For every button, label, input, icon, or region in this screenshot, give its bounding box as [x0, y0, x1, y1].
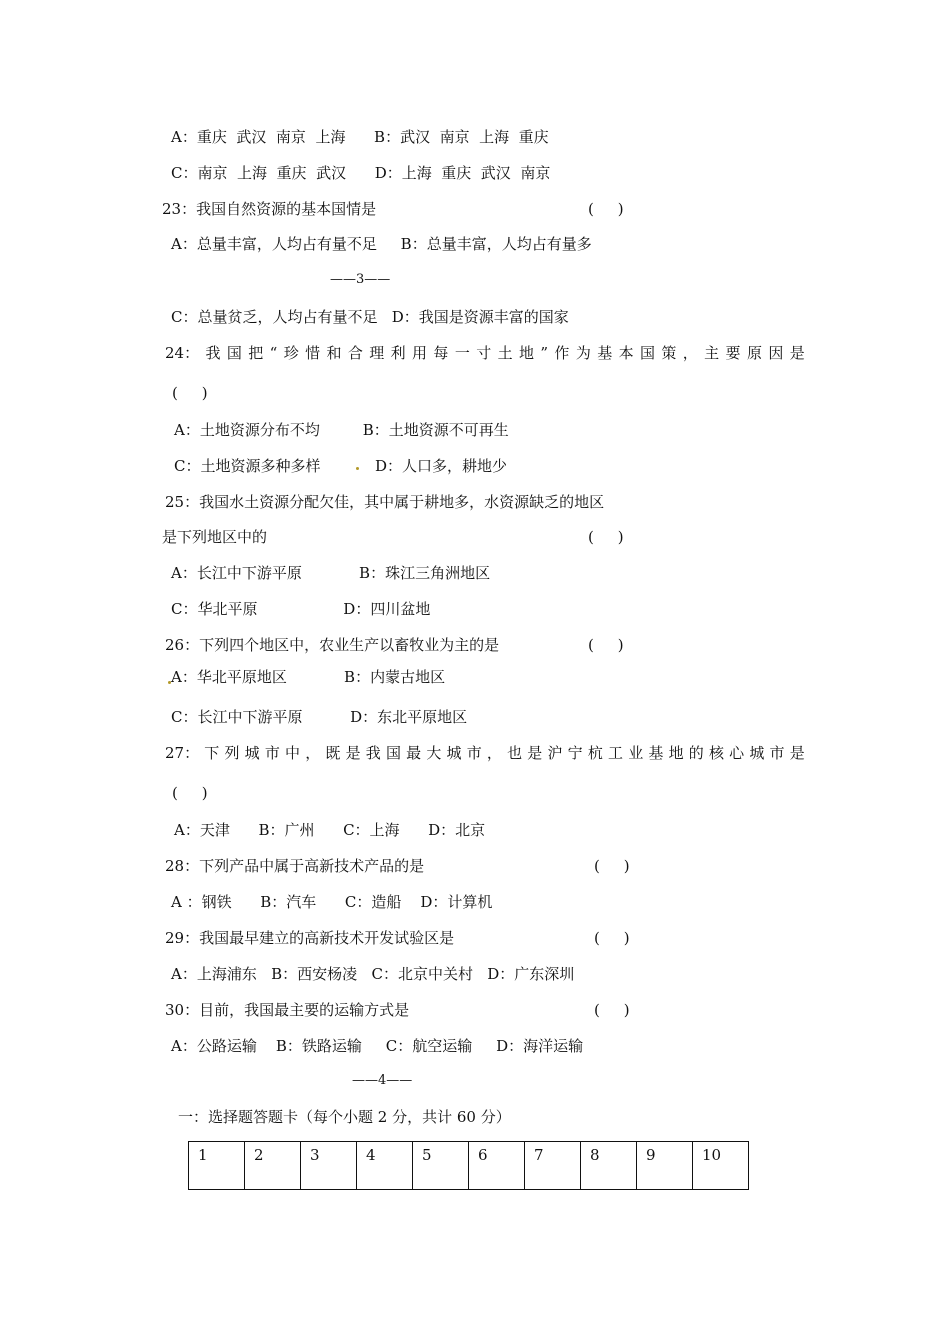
question-char: 国	[639, 344, 655, 362]
q26-paren: ( )	[588, 636, 624, 654]
answer-cell[interactable]: 6	[469, 1142, 525, 1190]
question-char: 理	[369, 344, 385, 362]
question-char: 基	[648, 744, 664, 762]
question-char: 我	[365, 744, 381, 762]
question-char: 土	[497, 344, 513, 362]
question-char: 下	[204, 744, 220, 762]
answer-cell[interactable]: 4	[357, 1142, 413, 1190]
question-char: 地	[518, 344, 534, 362]
question-char: 策	[661, 344, 677, 362]
question-char: 国	[385, 744, 401, 762]
question-char: 利	[390, 344, 406, 362]
q27-question	[165, 743, 805, 763]
q22-options-cd: C：南京 上海 重庆 武汉 D：上海 重庆 武汉 南京	[171, 164, 551, 182]
q26-options-ab: A：华北平原地区 B：内蒙古地区	[171, 668, 446, 686]
question-char: 核	[708, 744, 724, 762]
question-char: 业	[628, 744, 644, 762]
answer-cell[interactable]: 7	[525, 1142, 581, 1190]
q30-paren: ( )	[594, 1001, 630, 1019]
question-char: 为	[575, 344, 591, 362]
page-number-4: ——4——	[352, 1073, 413, 1088]
question-char: 市	[466, 744, 482, 762]
q29-question: 29：我国最早建立的高新技术开发试验区是	[165, 929, 455, 947]
question-char: 是	[527, 744, 543, 762]
question-char: “	[269, 344, 278, 362]
question-char: 城	[446, 744, 462, 762]
q30-options: A：公路运输 B：铁路运输 C：航空运输 D：海洋运输	[171, 1037, 584, 1055]
answer-card-row	[189, 1142, 749, 1190]
q24-question	[165, 343, 805, 363]
q25-paren: ( )	[588, 528, 624, 546]
question-char: 城	[749, 744, 765, 762]
question-char: 合	[347, 344, 363, 362]
question-char: 本	[618, 344, 634, 362]
q24-option-d: D：人口多，耕地少	[375, 457, 508, 475]
question-char: 最	[406, 744, 422, 762]
stray-dot	[356, 467, 359, 470]
q24-options-ab: A：土地资源分布不均 B：土地资源不可再生	[174, 421, 509, 439]
answer-cell[interactable]: 3	[301, 1142, 357, 1190]
q26-options-cd: C：长江中下游平原 D：东北平原地区	[171, 708, 468, 726]
question-char: 和	[326, 344, 342, 362]
question-char: 作	[554, 344, 570, 362]
q25-options-cd: C：华北平原 D：四川盆地	[171, 600, 431, 618]
question-char: 我	[205, 344, 221, 362]
q23-options-ab: A：总量丰富，人均占有量不足 B：总量丰富，人均占有量多	[171, 235, 592, 253]
question-char: ，	[305, 744, 321, 762]
question-char: 珍	[283, 344, 299, 362]
question-char: 因	[768, 344, 784, 362]
q29-options: A：上海浦东 B：西安杨凌 C：北京中关村 D：广东深圳	[171, 965, 575, 983]
question-char: 国	[226, 344, 242, 362]
answer-card-table	[188, 1141, 749, 1190]
question-char: 城	[244, 744, 260, 762]
question-char: 惜	[305, 344, 321, 362]
q27-options: A：天津 B：广州 C：上海 D：北京	[174, 821, 486, 839]
q27-paren: ( )	[172, 784, 208, 802]
q28-question: 28：下列产品中属于高新技术产品的是	[165, 857, 425, 875]
question-char: 沪	[547, 744, 563, 762]
answer-cell[interactable]: 2	[245, 1142, 301, 1190]
q23-paren: ( )	[588, 200, 624, 218]
question-char: 市	[769, 744, 785, 762]
question-char: 主	[704, 344, 720, 362]
question-char: 宁	[567, 744, 583, 762]
page-number-3: ——3——	[330, 272, 391, 287]
question-char: 是	[789, 744, 805, 762]
answer-cell[interactable]: 10	[693, 1142, 749, 1190]
answer-card-title: 一：选择题答题卡（每个小题 2 分，共计 60 分）	[178, 1108, 511, 1126]
question-char: 大	[426, 744, 442, 762]
q26-question: 26：下列四个地区中，农业生产以畜牧业为主的是	[165, 636, 500, 654]
question-char: 用	[412, 344, 428, 362]
answer-cell[interactable]: 5	[413, 1142, 469, 1190]
q22-options-ab: A：重庆 武汉 南京 上海 B：武汉 南京 上海 重庆	[171, 128, 549, 146]
question-char: 中	[285, 744, 301, 762]
question-char: 27：	[165, 744, 200, 762]
question-char: 基	[597, 344, 613, 362]
question-char: 24：	[165, 344, 200, 362]
q25-question: 25：我国水土资源分配欠佳，其中属于耕地多，水资源缺乏的地区	[165, 493, 605, 511]
q24-paren: ( )	[172, 384, 208, 402]
question-char: 是	[345, 744, 361, 762]
question-char: 心	[729, 744, 745, 762]
question-char: ，	[486, 744, 502, 762]
q23-options-cd: C：总量贫乏，人均占有量不足 D：我国是资源丰富的国家	[171, 308, 569, 326]
question-char: 的	[688, 744, 704, 762]
q25-question-cont: 是下列地区中的	[162, 528, 268, 546]
question-char: 市	[264, 744, 280, 762]
q29-paren: ( )	[594, 929, 630, 947]
q24-option-c: C：土地资源多种多样	[174, 457, 321, 475]
q28-paren: ( )	[594, 857, 630, 875]
question-char: 杭	[587, 744, 603, 762]
answer-cell[interactable]: 8	[581, 1142, 637, 1190]
question-char: 工	[608, 744, 624, 762]
question-char: 要	[725, 344, 741, 362]
q23-question: 23：我国自然资源的基本国情是	[162, 200, 377, 218]
question-char: 列	[224, 744, 240, 762]
question-char: ，	[682, 344, 698, 362]
question-char: 每	[433, 344, 449, 362]
answer-cell[interactable]: 1	[189, 1142, 245, 1190]
question-char: 原	[746, 344, 762, 362]
question-char: 把	[248, 344, 264, 362]
question-char: ”	[540, 344, 549, 362]
question-char: 既	[325, 744, 341, 762]
q30-question: 30：目前，我国最主要的运输方式是	[165, 1001, 410, 1019]
question-char: 是	[789, 344, 805, 362]
question-char: 一	[454, 344, 470, 362]
answer-cell[interactable]: 9	[637, 1142, 693, 1190]
q28-options: A ：钢铁 B：汽车 C：造船 D：计算机	[171, 893, 493, 911]
question-char: 寸	[476, 344, 492, 362]
question-char: 也	[507, 744, 523, 762]
q25-options-ab: A：长江中下游平原 B：珠江三角洲地区	[171, 564, 491, 582]
question-char: 地	[668, 744, 684, 762]
